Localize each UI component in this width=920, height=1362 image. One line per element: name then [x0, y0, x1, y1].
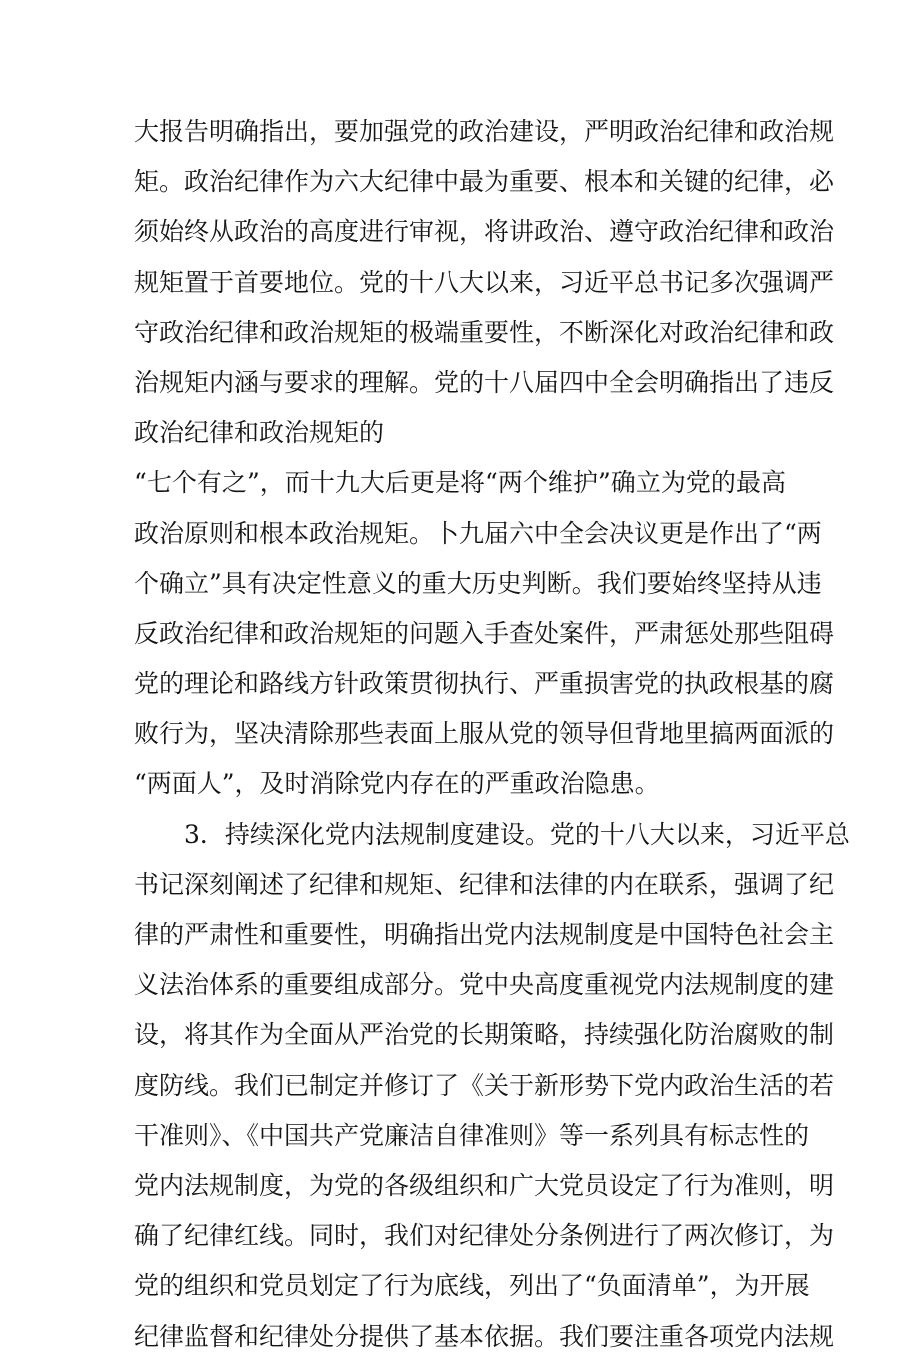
text-line: 须始终从政治的高度进行审视，将讲政治、遵守政治纪律和政治: [134, 217, 835, 247]
text-line: 律的严肃性和重要性，明确指出党内法规制度是中国特色社会主: [134, 920, 835, 949]
text-line: 书记深刻阐述了纪律和规矩、纪律和法律的内在联系，强调了纪: [134, 869, 835, 899]
text-line: 大报告明确指出，要加强党的政治建设，严明政治纪律和政治规: [134, 117, 835, 146]
text-line: 度防线。我们已制定并修订了《关于新形势下党内政治生活的若: [134, 1070, 835, 1100]
text-line: 党的理论和路线方针政策贯彻执行、严重损害党的执政根基的腐: [134, 669, 835, 699]
text-line: 政治原则和根本政治规矩。卜九届六中全会决议更是作出了“两: [134, 518, 822, 548]
text-line: 守政治纪律和政治规矩的极端重要性，不断深化对政治纪律和政: [134, 317, 835, 347]
text-line: 设，将其作为全面从严治党的长期策略，持续强化防治腐败的制: [134, 1020, 835, 1050]
text-line: 反政治纪律和政治规矩的问题入手查处案件，严肃惩处那些阻碍: [134, 618, 835, 648]
text-line: 党内法规制度，为党的各级组织和广大党员设定了行为准则，明: [134, 1170, 835, 1200]
text-line: 确了纪律红线。同时，我们对纪律处分条例进行了两次修订，为: [134, 1221, 835, 1251]
text-line: 政治纪律和政治规矩的: [134, 418, 385, 448]
text-line: 义法治体系的重要组成部分。党中央高度重视党内法规制度的建: [134, 970, 835, 1000]
text-line: “七个有之”，而十九大后更是将“两个维护”确立为党的最高: [134, 468, 786, 498]
text-line: 治规矩内涵与要求的理解。党的十八届四中全会明确指出了违反: [134, 367, 835, 397]
text-line: 个确立”具有决定性意义的重大历史判断。我们要始终坚持从违: [134, 568, 822, 598]
text-line: 矩。政治纪律作为六大纪律中最为重要、根本和关键的纪律，必: [134, 167, 835, 197]
text-line: 纪律监督和纪律处分提供了基本依据。我们要注重各项党内法规: [134, 1321, 835, 1351]
section-heading-line: 3．持续深化党内法规制度建设。党的十八大以来，习近平总: [184, 819, 850, 849]
body-text: [134, 107, 850, 1362]
text-line: 规矩置于首要地位。党的十八大以来，习近平总书记多次强调严: [134, 267, 835, 297]
text-line: “两面人”，及时消除党内存在的严重政治隐患。: [134, 769, 660, 799]
text-line: 党的组织和党员划定了行为底线，列出了“负面清单”，为开展: [134, 1271, 810, 1301]
text-line: 干准则》、《中国共产党廉洁自律准则》等一系列具有标志性的: [134, 1120, 810, 1150]
text-line: 败行为，坚决清除那些表面上服从党的领导但背地里搞两面派的: [134, 719, 835, 749]
